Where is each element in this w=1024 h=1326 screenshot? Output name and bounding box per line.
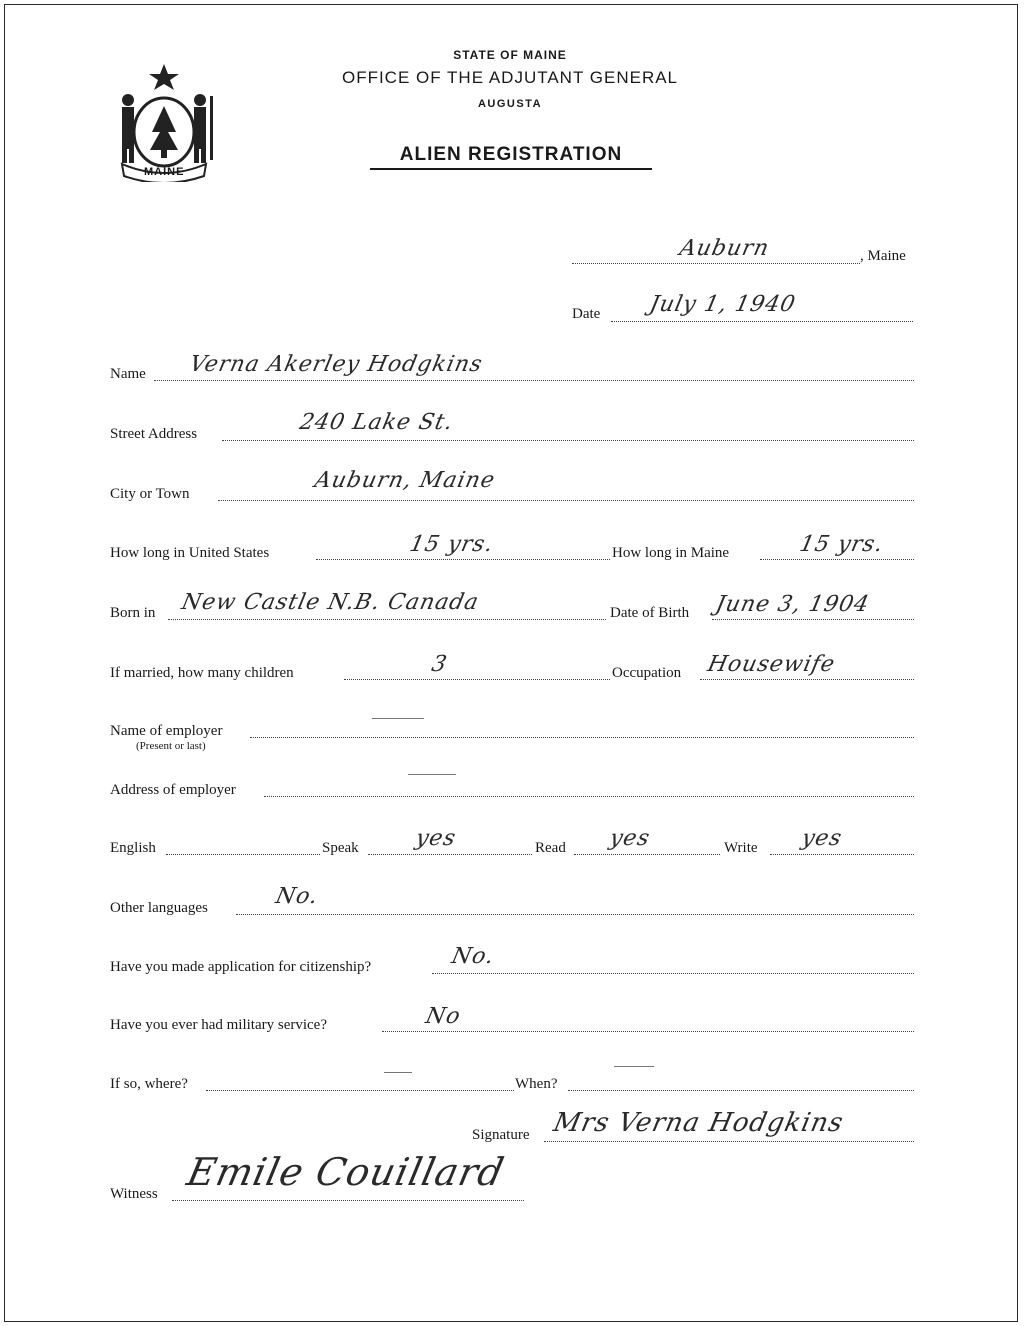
us-label: How long in United States	[110, 545, 270, 561]
english-line	[166, 854, 320, 855]
seal-label: MAINE	[144, 166, 185, 178]
citizenship-line	[432, 973, 914, 974]
us-value: 15 yrs.	[407, 532, 496, 557]
employer-addr-line	[264, 796, 914, 797]
english-label: English	[110, 840, 156, 856]
speak-label: Speak	[322, 840, 359, 856]
born-value: New Castle N.B. Canada	[179, 590, 482, 615]
witness-value: Emile Couillard	[183, 1150, 509, 1194]
military-line	[382, 1031, 914, 1032]
dob-value: June 3, 1904	[713, 592, 872, 617]
city-value: Auburn, Maine	[312, 468, 498, 493]
other-lang-value: No.	[273, 884, 321, 909]
maine-long-label: How long in Maine	[612, 545, 730, 561]
write-value: yes	[799, 826, 845, 851]
header-city: AUGUSTA	[477, 98, 543, 110]
signature-label: Signature	[472, 1127, 530, 1143]
name-label: Name	[110, 366, 146, 382]
signature-value: Mrs Verna Hodgkins	[550, 1108, 847, 1138]
employer-note: (Present or last)	[136, 740, 206, 752]
page-border	[4, 4, 1018, 1322]
read-label: Read	[535, 840, 566, 856]
city-label: City or Town	[110, 486, 190, 502]
citizenship-label: Have you made application for citizenship?	[110, 959, 372, 975]
born-label: Born in	[110, 605, 156, 621]
maine-label: , Maine	[860, 248, 906, 264]
speak-value: yes	[413, 826, 459, 851]
maine-long-value: 15 yrs.	[797, 532, 886, 557]
military-label: Have you ever had military service?	[110, 1017, 327, 1033]
born-line	[168, 619, 606, 620]
read-line	[574, 854, 720, 855]
read-value: yes	[607, 826, 653, 851]
date-label: Date	[572, 306, 601, 322]
form-title: ALIEN REGISTRATION	[370, 144, 652, 170]
name-value: Verna Akerley Hodgkins	[187, 352, 486, 377]
other-lang-label: Other languages	[110, 900, 208, 916]
us-line	[316, 559, 610, 560]
citizenship-value: No.	[449, 944, 497, 969]
when-dash	[614, 1066, 654, 1067]
witness-label: Witness	[110, 1186, 158, 1202]
header-office: OFFICE OF THE ADJUTANT GENERAL	[341, 68, 679, 87]
write-label: Write	[724, 840, 758, 856]
date-value: July 1, 1940	[647, 292, 799, 317]
write-line	[770, 854, 914, 855]
where-line	[206, 1090, 514, 1091]
signature-line	[544, 1141, 914, 1142]
employer-addr-dash	[408, 774, 456, 775]
employer-line	[250, 737, 914, 738]
state-seal-icon	[108, 60, 220, 182]
witness-line	[172, 1200, 524, 1201]
street-line	[222, 440, 914, 441]
header-state: STATE OF MAINE	[453, 48, 567, 62]
employer-label: Name of employer	[110, 723, 223, 739]
town-line	[572, 263, 860, 264]
dob-line	[712, 619, 914, 620]
street-label: Street Address	[110, 426, 198, 442]
occupation-line	[700, 679, 914, 680]
city-line	[218, 500, 914, 501]
name-line	[154, 380, 914, 381]
town-value: Auburn	[677, 236, 772, 261]
occupation-label: Occupation	[612, 665, 682, 681]
date-line	[611, 321, 913, 322]
when-line	[568, 1090, 914, 1091]
military-value: No	[423, 1004, 464, 1029]
where-label: If so, where?	[110, 1076, 188, 1092]
where-dash	[384, 1072, 412, 1073]
when-label: When?	[515, 1076, 558, 1092]
children-line	[344, 679, 610, 680]
dob-label: Date of Birth	[610, 605, 690, 621]
children-value: 3	[429, 652, 450, 677]
children-label: If married, how many children	[110, 665, 294, 681]
employer-addr-label: Address of employer	[110, 782, 236, 798]
other-lang-line	[236, 914, 914, 915]
employer-dash	[372, 718, 424, 719]
maine-long-line	[760, 559, 914, 560]
street-value: 240 Lake St.	[297, 410, 456, 435]
speak-line	[368, 854, 532, 855]
occupation-value: Housewife	[705, 652, 838, 677]
